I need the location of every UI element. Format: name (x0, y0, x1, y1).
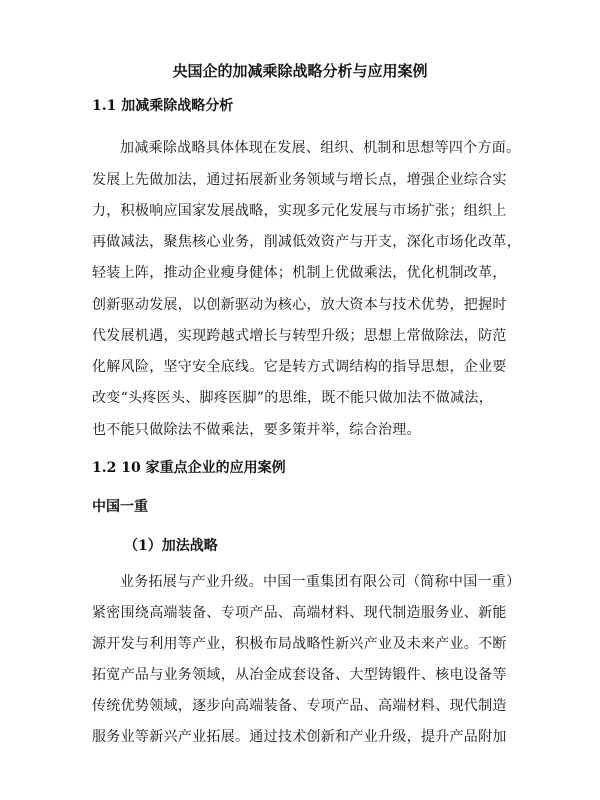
company-heading: 中国一重 (92, 499, 148, 515)
paragraph-line: 也不能只做除法不做乘法，要多策并举，综合治理。 (92, 422, 421, 438)
paragraph-line: 改变“头疼医头、脚疼医脚”的思维，既不能只做加法不做减法， (92, 390, 494, 406)
paragraph-line: 轻装上阵，推动企业瘦身健体；机制上优做乘法，优化机制改革， (92, 265, 507, 281)
paragraph-line: 传统优势领域，逐步向高端装备、专项产品、高端材料、现代制造 (92, 698, 507, 714)
strategy-subheading: （1）加法战略 (124, 538, 218, 554)
paragraph-line: 力，积极响应国家发展战略，实现多元化发展与市场扩张；组织上 (92, 203, 507, 219)
paragraph-line: 发展上先做加法，通过拓展新业务领域与增长点，增强企业综合实 (92, 172, 507, 188)
paragraph-line: 拓宽产品与业务领域，从冶金成套设备、大型铸锻件、核电设备等 (92, 667, 507, 683)
paragraph-line: 创新驱动发展，以创新驱动为核心，放大资本与技术优势，把握时 (92, 297, 507, 313)
document-title: 央国企的加减乘除战略分析与应用案例 (172, 62, 428, 80)
section-heading-1-2: 1.2 10 家重点企业的应用案例 (92, 460, 286, 476)
paragraph-line: 代发展机遇，实现跨越式增长与转型升级；思想上常做除法，防范 (92, 328, 507, 344)
paragraph-line: 业务拓展与产业升级。中国一重集团有限公司（简称中国一重） (120, 574, 521, 590)
paragraph-line: 源开发与利用等产业，积极布局战略性新兴产业及未来产业。不断 (92, 636, 507, 652)
section-heading-1-1: 1.1 加减乘除战略分析 (92, 98, 234, 114)
paragraph-line: 再做减法，聚焦核心业务，削减低效资产与开支，深化市场化改革， (92, 234, 521, 250)
paragraph-line: 服务业等新兴产业拓展。通过技术创新和产业升级，提升产品附加 (92, 729, 507, 745)
paragraph-line: 加减乘除战略具体体现在发展、组织、机制和思想等四个方面。 (120, 140, 521, 156)
paragraph-line: 紧密围绕高端装备、专项产品、高端材料、现代制造服务业、新能 (92, 605, 507, 621)
paragraph-line: 化解风险，坚守安全底线。它是转方式调结构的指导思想，企业要 (92, 359, 507, 375)
